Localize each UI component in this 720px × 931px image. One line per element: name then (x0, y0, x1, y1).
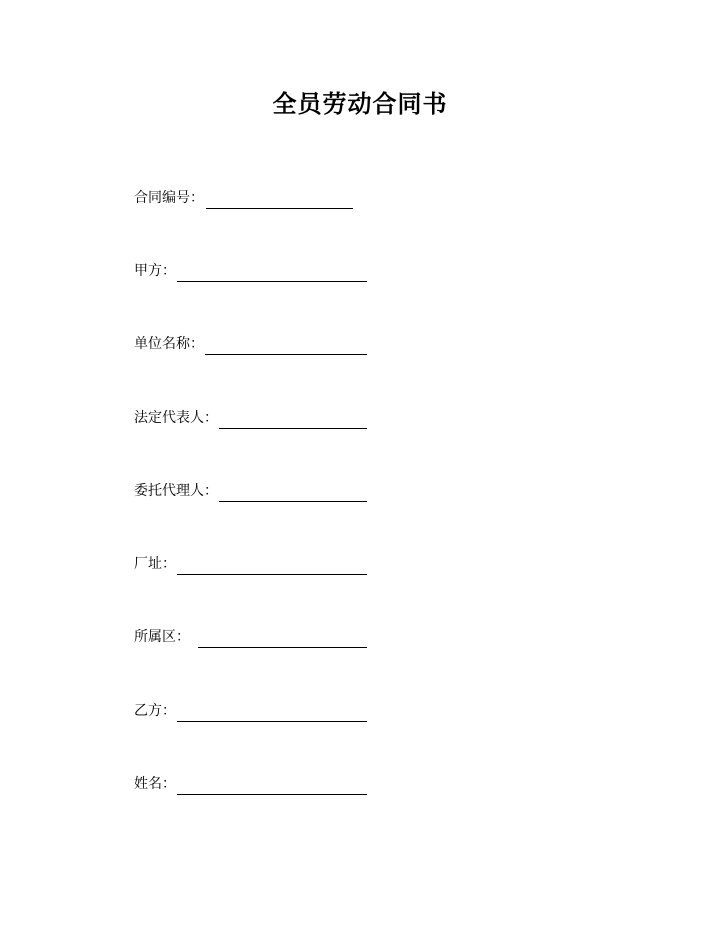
field-label: 合同编号： (134, 190, 204, 206)
field-contract-number (134, 187, 204, 209)
fill-in-line[interactable] (177, 574, 367, 575)
field-label: 单位名称： (134, 336, 204, 352)
field-label: 委托代理人： (134, 483, 218, 499)
fill-in-line[interactable] (219, 428, 367, 429)
field-unit-name (134, 333, 204, 355)
fill-in-line[interactable] (219, 501, 367, 502)
fill-in-line[interactable] (206, 208, 353, 209)
field-legal-representative (134, 407, 218, 429)
field-label: 乙方： (134, 703, 176, 719)
field-label: 厂址： (134, 556, 176, 572)
fill-in-line[interactable] (177, 794, 367, 795)
fill-in-line[interactable] (198, 647, 367, 648)
field-district (134, 626, 190, 648)
field-label: 姓名： (134, 776, 176, 792)
fill-in-line[interactable] (205, 354, 367, 355)
field-party-a (134, 260, 176, 282)
fill-in-line[interactable] (177, 721, 367, 722)
field-factory-address (134, 553, 176, 575)
field-authorized-agent (134, 480, 218, 502)
field-party-b (134, 700, 176, 722)
document-title: 全员劳动合同书 (272, 90, 448, 118)
field-label: 甲方： (134, 263, 176, 279)
fill-in-line[interactable] (177, 281, 367, 282)
field-label: 所属区： (134, 629, 190, 645)
field-label: 法定代表人： (134, 410, 218, 426)
field-name (134, 773, 176, 795)
